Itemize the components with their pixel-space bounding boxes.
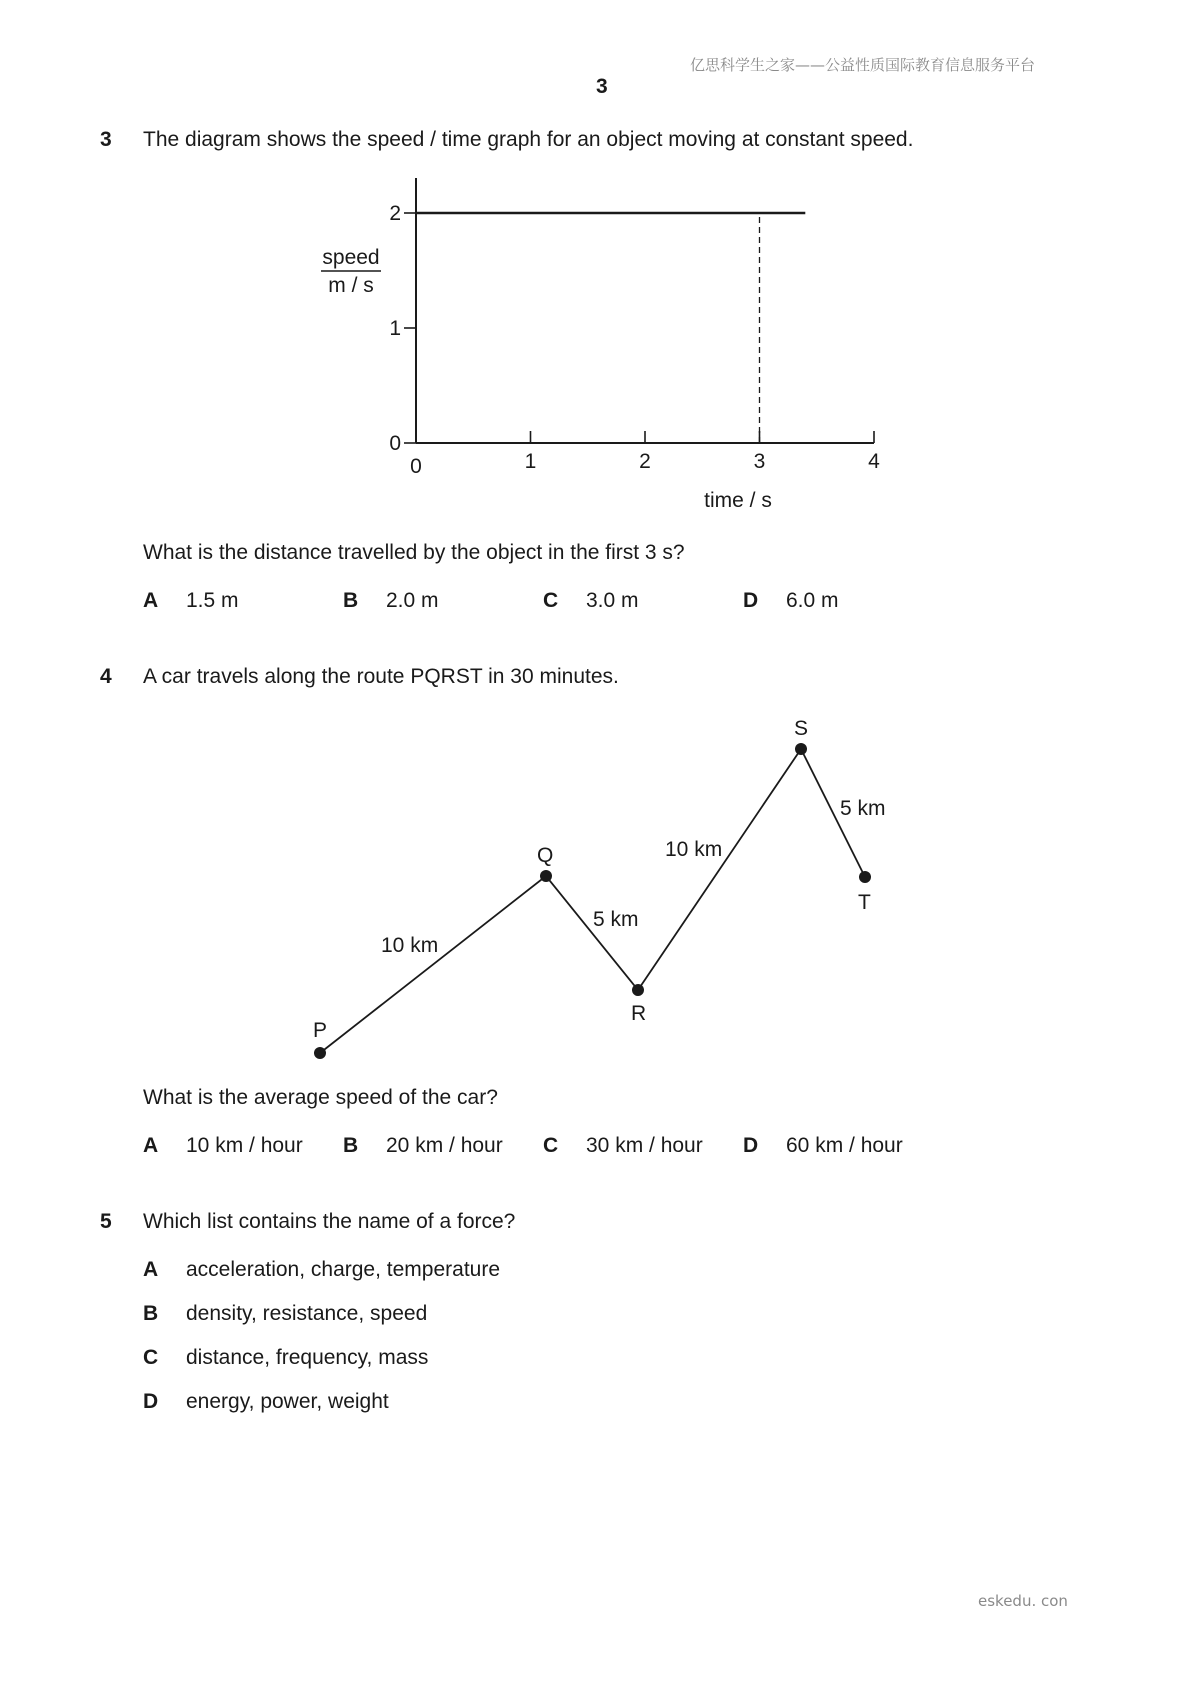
- y-axis-label-top: speed: [322, 246, 380, 269]
- q5-text: Which list contains the name of a force?: [143, 1210, 516, 1233]
- route-path: [320, 749, 865, 1053]
- q3-option-d-text[interactable]: 6.0 m: [786, 589, 839, 612]
- q3-question: What is the distance travelled by the object in the first 3 s?: [143, 541, 685, 564]
- q5-option-d-letter[interactable]: D: [143, 1390, 159, 1413]
- route-diagram: [0, 700, 1190, 1070]
- q4-number: 4: [100, 665, 112, 688]
- speed-time-graph: [0, 0, 1190, 540]
- point-q-dot: [540, 870, 552, 882]
- y-tick-label-1: 1: [389, 317, 401, 340]
- point-r-dot: [632, 984, 644, 996]
- q3-option-d-letter[interactable]: D: [743, 589, 759, 612]
- segment-st-label: 5 km: [840, 797, 886, 820]
- q4-option-a-text[interactable]: 10 km / hour: [186, 1134, 303, 1157]
- watermark-bottom: eskedu. con: [978, 1592, 1068, 1610]
- q4-option-a-letter[interactable]: A: [143, 1134, 159, 1157]
- q4-option-c-letter[interactable]: C: [543, 1134, 559, 1157]
- q3-option-c-text[interactable]: 3.0 m: [586, 589, 639, 612]
- q5-option-c-letter[interactable]: C: [143, 1346, 159, 1369]
- q4-option-d-letter[interactable]: D: [743, 1134, 759, 1157]
- point-r-label: R: [631, 1002, 647, 1025]
- q3-option-b-letter[interactable]: B: [343, 589, 359, 612]
- segment-pq-label: 10 km: [381, 934, 439, 957]
- q4-option-d-text[interactable]: 60 km / hour: [786, 1134, 903, 1157]
- segment-qr-label: 5 km: [593, 908, 639, 931]
- point-q-label: Q: [537, 844, 554, 867]
- x-tick-label-1: 1: [524, 450, 537, 473]
- q4-text: A car travels along the route PQRST in 30 minutes.: [143, 665, 619, 688]
- q5-option-d-text[interactable]: energy, power, weight: [186, 1390, 389, 1413]
- point-s-label: S: [794, 717, 809, 740]
- point-t-label: T: [858, 891, 871, 914]
- y-tick-label-0: 0: [389, 432, 401, 455]
- x-axis-label: time / s: [704, 489, 772, 512]
- q5-option-a-letter[interactable]: A: [143, 1258, 159, 1281]
- point-p-label: P: [313, 1019, 328, 1042]
- q5-option-c-text[interactable]: distance, frequency, mass: [186, 1346, 429, 1369]
- point-p-dot: [314, 1047, 326, 1059]
- q5-number: 5: [100, 1210, 112, 1233]
- q5-option-b-text[interactable]: density, resistance, speed: [186, 1302, 428, 1325]
- point-t-dot: [859, 871, 871, 883]
- y-axis-label-bottom: m / s: [328, 274, 374, 297]
- q3-option-b-text[interactable]: 2.0 m: [386, 589, 439, 612]
- x-tick-label-2: 2: [639, 450, 651, 473]
- q3-number: 3: [100, 128, 112, 151]
- q4-option-b-letter[interactable]: B: [343, 1134, 359, 1157]
- x-tick-label-0: 0: [410, 455, 422, 478]
- segment-rs-label: 10 km: [665, 838, 723, 861]
- q3-option-a-text[interactable]: 1.5 m: [186, 589, 239, 612]
- q3-text: The diagram shows the speed / time graph for an object moving at constant speed.: [143, 128, 914, 151]
- q3-option-a-letter[interactable]: A: [143, 589, 159, 612]
- q4-option-c-text[interactable]: 30 km / hour: [586, 1134, 703, 1157]
- q4-question: What is the average speed of the car?: [143, 1086, 498, 1109]
- q3-option-c-letter[interactable]: C: [543, 589, 559, 612]
- x-tick-label-4: 4: [868, 450, 880, 473]
- y-tick-label-2: 2: [389, 202, 401, 225]
- q4-option-b-text[interactable]: 20 km / hour: [386, 1134, 503, 1157]
- point-s-dot: [795, 743, 807, 755]
- x-tick-label-3: 3: [753, 450, 766, 473]
- watermark-top: 亿思科学生之家——公益性质国际教育信息服务平台: [690, 56, 1036, 74]
- q5-option-b-letter[interactable]: B: [143, 1302, 159, 1325]
- page-number: 3: [596, 75, 608, 98]
- q5-option-a-text[interactable]: acceleration, charge, temperature: [186, 1258, 501, 1281]
